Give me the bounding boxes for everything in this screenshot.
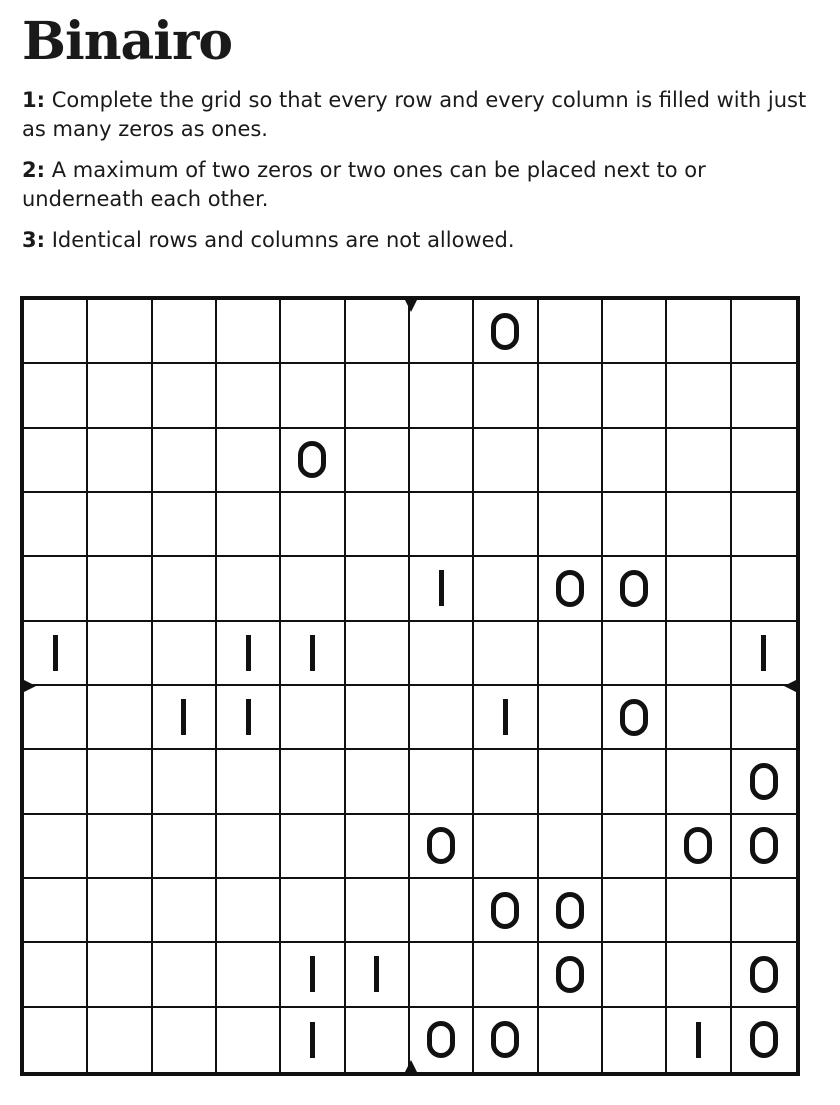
grid-cell-empty[interactable] (539, 364, 603, 428)
grid-cell-empty[interactable] (153, 429, 217, 493)
grid-cell-empty[interactable] (667, 879, 731, 943)
grid-cell-given (217, 686, 281, 750)
grid-cell-empty[interactable] (88, 300, 152, 364)
grid-cell-empty[interactable] (474, 750, 538, 814)
grid-cell-empty[interactable] (667, 686, 731, 750)
digit-zero (556, 570, 584, 607)
midpoint-marker-right-icon (784, 679, 798, 693)
puzzle-grid (20, 296, 800, 1076)
grid-cell-empty[interactable] (410, 493, 474, 557)
grid-cell-empty[interactable] (539, 300, 603, 364)
digit-zero (750, 763, 778, 800)
grid-cell-empty[interactable] (732, 557, 796, 621)
digit-one (310, 635, 315, 671)
grid-cell-empty[interactable] (24, 943, 88, 1007)
grid-cell-empty[interactable] (346, 557, 410, 621)
rule-text: Complete the grid so that every row and every column is filled with just as many zeros as ones. (22, 88, 807, 141)
grid-cell-empty[interactable] (410, 686, 474, 750)
grid-cell-empty[interactable] (732, 364, 796, 428)
grid-cell-given (217, 622, 281, 686)
grid-cell-given (281, 622, 345, 686)
grid-cell-empty[interactable] (153, 557, 217, 621)
grid-cell-empty[interactable] (410, 429, 474, 493)
grid-cell-given (474, 1008, 538, 1072)
digit-one (181, 699, 186, 735)
grid-cell-empty[interactable] (88, 493, 152, 557)
grid-cell-empty[interactable] (667, 557, 731, 621)
grid-cell-empty[interactable] (603, 1008, 667, 1072)
digit-zero (750, 827, 778, 864)
midpoint-marker-top-icon (404, 298, 418, 312)
grid-cell-given (539, 557, 603, 621)
grid-cell-empty[interactable] (603, 364, 667, 428)
grid-cell-empty[interactable] (217, 493, 281, 557)
grid-cell-given (732, 1008, 796, 1072)
digit-one (310, 956, 315, 992)
grid-cell-given (24, 622, 88, 686)
grid-cell-empty[interactable] (281, 750, 345, 814)
grid-cell-empty[interactable] (88, 943, 152, 1007)
grid-cell-empty[interactable] (346, 622, 410, 686)
grid-cell-empty[interactable] (603, 750, 667, 814)
grid-cell-empty[interactable] (346, 300, 410, 364)
grid-cell-given (603, 557, 667, 621)
digit-zero (684, 827, 712, 864)
grid-cell-given (667, 1008, 731, 1072)
grid-cell-given (732, 622, 796, 686)
grid-cell-empty[interactable] (217, 1008, 281, 1072)
grid-cell-empty[interactable] (410, 943, 474, 1007)
rule-3 (22, 226, 812, 255)
rule-number: 2: (22, 158, 46, 182)
digit-one (53, 635, 58, 671)
midpoint-marker-bottom-icon (404, 1060, 418, 1074)
grid-cell-given (281, 429, 345, 493)
digit-one (246, 635, 251, 671)
grid-cell-empty[interactable] (667, 750, 731, 814)
rule-number: 3: (22, 228, 46, 252)
grid-cell-given (667, 815, 731, 879)
grid-cell-empty[interactable] (603, 493, 667, 557)
digit-one (310, 1022, 315, 1058)
grid-cell-empty[interactable] (153, 1008, 217, 1072)
midpoint-marker-left-icon (22, 679, 36, 693)
grid-cell-empty[interactable] (667, 364, 731, 428)
grid-cell-empty[interactable] (474, 364, 538, 428)
grid-cell-empty[interactable] (217, 557, 281, 621)
grid-cell-empty[interactable] (153, 622, 217, 686)
grid-cell-empty[interactable] (88, 750, 152, 814)
grid-cell-empty[interactable] (539, 750, 603, 814)
grid-cell-empty[interactable] (732, 686, 796, 750)
grid-cell-empty[interactable] (667, 429, 731, 493)
digit-zero (556, 892, 584, 929)
grid-cell-empty[interactable] (346, 815, 410, 879)
rule-1 (22, 86, 812, 144)
grid-cell-empty[interactable] (539, 429, 603, 493)
grid-cell-empty[interactable] (539, 815, 603, 879)
grid-cell-empty[interactable] (217, 750, 281, 814)
grid-cell-empty[interactable] (153, 364, 217, 428)
grid-cell-empty[interactable] (24, 686, 88, 750)
grid-cell-given (474, 300, 538, 364)
grid-cell-empty[interactable] (153, 943, 217, 1007)
digit-one (503, 699, 508, 735)
grid-cell-empty[interactable] (24, 1008, 88, 1072)
digit-zero (491, 1021, 519, 1058)
grid-cell-empty[interactable] (88, 1008, 152, 1072)
grid-cell-empty[interactable] (217, 815, 281, 879)
digit-one (374, 956, 379, 992)
digit-zero (750, 956, 778, 993)
grid-cell-empty[interactable] (346, 493, 410, 557)
grid-cell-empty[interactable] (667, 493, 731, 557)
grid-cell-empty[interactable] (281, 879, 345, 943)
grid-cell-empty[interactable] (410, 622, 474, 686)
digit-zero (427, 1021, 455, 1058)
grid-cell-empty[interactable] (88, 686, 152, 750)
grid-cell-empty[interactable] (539, 1008, 603, 1072)
rule-2 (22, 156, 812, 214)
grid-cell-empty[interactable] (88, 622, 152, 686)
grid-cell-empty[interactable] (88, 429, 152, 493)
grid-cell-empty[interactable] (732, 493, 796, 557)
grid-cell-given (539, 943, 603, 1007)
grid-cell-empty[interactable] (539, 622, 603, 686)
digit-one (761, 635, 766, 671)
grid-cell-empty[interactable] (474, 493, 538, 557)
grid-cell-given (732, 815, 796, 879)
grid-cell-empty[interactable] (153, 750, 217, 814)
rule-text: A maximum of two zeros or two ones can be placed next to or underneath each other. (22, 158, 706, 211)
grid-cell-empty[interactable] (539, 493, 603, 557)
grid-cell-empty[interactable] (153, 879, 217, 943)
grid-cell-empty[interactable] (474, 429, 538, 493)
grid-cell-empty[interactable] (474, 815, 538, 879)
grid-cell-given (474, 686, 538, 750)
digit-zero (491, 892, 519, 929)
rule-number: 1: (22, 88, 46, 112)
grid-cell-empty[interactable] (217, 879, 281, 943)
digit-zero (620, 699, 648, 736)
digit-zero (427, 827, 455, 864)
grid-cell-empty[interactable] (88, 364, 152, 428)
grid-cell-empty[interactable] (281, 557, 345, 621)
grid-cell-empty[interactable] (24, 879, 88, 943)
grid-cell-empty[interactable] (24, 300, 88, 364)
grid-cell-empty[interactable] (24, 750, 88, 814)
grid-cell-empty[interactable] (24, 557, 88, 621)
grid-cell-empty[interactable] (603, 622, 667, 686)
grid-cell-given (410, 815, 474, 879)
grid-cell-empty[interactable] (603, 429, 667, 493)
grid-cell-empty[interactable] (281, 300, 345, 364)
digit-one (696, 1022, 701, 1058)
grid-cell-empty[interactable] (732, 429, 796, 493)
grid-cell-empty[interactable] (88, 557, 152, 621)
grid-cell-empty[interactable] (281, 815, 345, 879)
grid-cell-empty[interactable] (603, 300, 667, 364)
grid-cell-empty[interactable] (667, 622, 731, 686)
grid-cell-given (474, 879, 538, 943)
grid-cell-given (410, 1008, 474, 1072)
grid-cell-empty[interactable] (24, 815, 88, 879)
grid-cell-empty[interactable] (732, 879, 796, 943)
grid-cell-empty[interactable] (153, 300, 217, 364)
grid-cell-empty[interactable] (24, 493, 88, 557)
grid-cell-empty[interactable] (410, 300, 474, 364)
grid-cell-empty[interactable] (474, 622, 538, 686)
grid-cell-empty[interactable] (603, 815, 667, 879)
digit-zero (750, 1021, 778, 1058)
grid-cell-empty[interactable] (153, 493, 217, 557)
rule-text: Identical rows and columns are not allowed. (51, 228, 515, 252)
grid-cell-given (153, 686, 217, 750)
grid-cell-given (732, 943, 796, 1007)
puzzle-board-area (20, 296, 800, 1076)
grid-cell-empty[interactable] (217, 300, 281, 364)
grid-cell-empty[interactable] (217, 364, 281, 428)
grid-cell-empty[interactable] (539, 686, 603, 750)
grid-cell-empty[interactable] (346, 879, 410, 943)
grid-cell-given (281, 1008, 345, 1072)
grid-cell-empty[interactable] (24, 429, 88, 493)
digit-zero (620, 570, 648, 607)
grid-cell-empty[interactable] (410, 364, 474, 428)
digit-one (439, 570, 444, 606)
grid-cell-empty[interactable] (88, 879, 152, 943)
rules-list (22, 86, 812, 267)
digit-zero (556, 956, 584, 993)
grid-cell-empty[interactable] (24, 364, 88, 428)
grid-cell-empty[interactable] (732, 300, 796, 364)
grid-cell-given (603, 686, 667, 750)
digit-one (246, 699, 251, 735)
grid-cell-empty[interactable] (667, 943, 731, 1007)
grid-cell-empty[interactable] (346, 364, 410, 428)
grid-cell-empty[interactable] (667, 300, 731, 364)
grid-cell-empty[interactable] (410, 879, 474, 943)
grid-cell-empty[interactable] (603, 943, 667, 1007)
grid-cell-given (732, 750, 796, 814)
digit-zero (491, 313, 519, 350)
grid-cell-empty[interactable] (281, 493, 345, 557)
grid-cell-given (539, 879, 603, 943)
digit-zero (298, 441, 326, 478)
grid-cell-empty[interactable] (217, 429, 281, 493)
grid-cell-empty[interactable] (88, 815, 152, 879)
puzzle-title: Binairo (22, 11, 233, 72)
grid-cell-given (281, 943, 345, 1007)
grid-cell-empty[interactable] (153, 815, 217, 879)
grid-cell-empty[interactable] (346, 429, 410, 493)
grid-cell-empty[interactable] (410, 750, 474, 814)
grid-cell-empty[interactable] (346, 1008, 410, 1072)
grid-cell-empty[interactable] (603, 879, 667, 943)
grid-cell-given (346, 943, 410, 1007)
grid-cell-empty[interactable] (217, 943, 281, 1007)
grid-cell-empty[interactable] (281, 686, 345, 750)
grid-cell-empty[interactable] (346, 750, 410, 814)
grid-cell-empty[interactable] (474, 557, 538, 621)
grid-cell-empty[interactable] (474, 943, 538, 1007)
grid-cell-empty[interactable] (346, 686, 410, 750)
grid-cell-empty[interactable] (281, 364, 345, 428)
grid-cell-given (410, 557, 474, 621)
